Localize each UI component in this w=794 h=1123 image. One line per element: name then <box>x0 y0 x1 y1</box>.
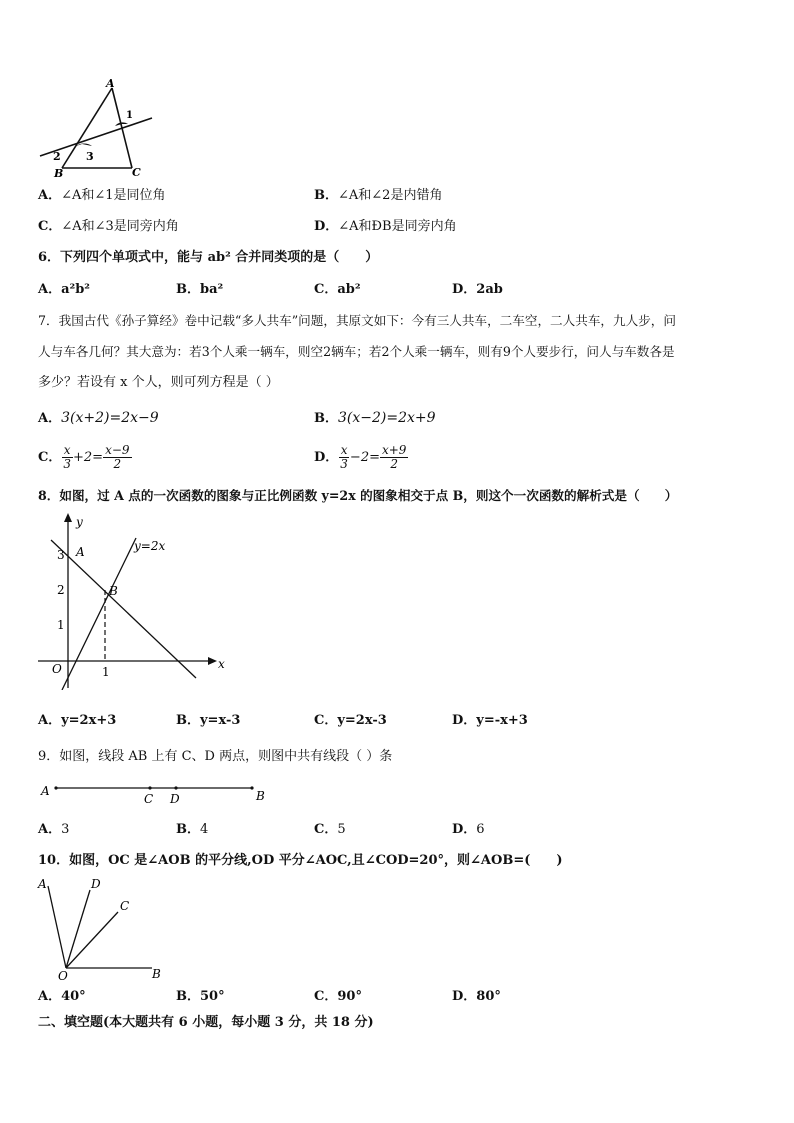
option-text: a²b² <box>61 282 90 297</box>
fraction <box>338 444 350 471</box>
option-text: ∠A和∠3是同旁内角 <box>61 219 179 234</box>
option-text: 5 <box>337 822 346 837</box>
q8-option-a[interactable] <box>38 713 116 729</box>
option-key: C． <box>314 822 338 837</box>
option-key: A． <box>38 188 62 203</box>
q8-option-d[interactable] <box>452 713 528 729</box>
option-key: D． <box>314 219 339 234</box>
numerator: x <box>340 443 348 457</box>
q5-triangle-figure <box>36 76 160 180</box>
q10-option-d[interactable] <box>452 989 501 1005</box>
q7-stem-line2: 人与车各几何？其大意为：若3个人乘一辆车，则空2辆车；若2个人乘一辆车，则有9个人要步行，问人与车数各是 <box>38 344 675 359</box>
option-text: y=2x-3 <box>337 713 387 728</box>
option-text: 3 <box>61 822 70 837</box>
option-text: 90° <box>337 989 362 1004</box>
equation-middle: +2= <box>73 449 104 465</box>
y-axis-label: y <box>76 515 83 529</box>
tick-x-1: 1 <box>102 665 110 679</box>
q5-label-a: A <box>106 77 115 90</box>
q10-option-a[interactable] <box>38 989 86 1005</box>
q8-stem: 8．如图，过 A 点的一次函数的图象与正比例函数 y=2x 的图象相交于点 B，则这个一次函数的解析式是（ ） <box>38 488 678 503</box>
q6-option-d[interactable] <box>452 282 503 298</box>
q5-option-d[interactable] <box>314 219 457 235</box>
fraction <box>380 444 408 471</box>
line-label-y2x: y=2x <box>134 539 166 553</box>
option-text: ba² <box>200 282 224 297</box>
fraction <box>103 444 131 471</box>
q9-option-b[interactable] <box>176 822 208 838</box>
point-b-label: B <box>256 789 265 803</box>
q9-option-d[interactable] <box>452 822 485 838</box>
x-axis-label: x <box>218 657 225 671</box>
q6-option-a[interactable] <box>38 282 90 298</box>
option-key: A． <box>38 411 62 426</box>
tick-y-1: 1 <box>57 618 65 632</box>
option-text: 3(x−2)=2x+9 <box>338 410 436 426</box>
option-key: D． <box>452 713 477 728</box>
equation-middle: −2= <box>349 449 380 465</box>
denominator: 3 <box>340 457 348 471</box>
q7-stem-line3: 多少？若设有 x 个人，则可列方程是（ ） <box>38 375 279 390</box>
option-key: B． <box>314 188 338 203</box>
option-text: y=-x+3 <box>476 713 528 728</box>
option-key: C． <box>38 219 62 234</box>
vertex-o-label: O <box>58 969 68 983</box>
q10-angle-figure <box>34 874 174 986</box>
fraction <box>61 444 73 471</box>
q5-label-c: C <box>132 166 141 179</box>
option-key: A． <box>38 282 62 297</box>
q9-segment-figure <box>36 778 272 806</box>
option-text: 50° <box>200 989 225 1004</box>
origin-label: O <box>52 662 62 676</box>
option-text: ∠A和∠2是内错角 <box>338 188 443 203</box>
numerator: x+9 <box>381 443 407 457</box>
option-text: 80° <box>476 989 501 1004</box>
point-a-label: A <box>41 784 50 798</box>
q5-option-a[interactable] <box>38 188 166 204</box>
option-key: B． <box>176 713 200 728</box>
option-key: D． <box>452 822 477 837</box>
option-text: ab² <box>337 282 361 297</box>
numerator: x <box>63 443 71 457</box>
section-title-fill-in: 二、填空题(本大题共有 6 小题，每小题 3 分，共 18 分) <box>38 1015 374 1030</box>
option-key: C． <box>314 282 338 297</box>
q8-coordinate-figure <box>36 510 236 690</box>
q10-option-c[interactable] <box>314 989 362 1005</box>
option-text: ∠A和ÐB是同旁内角 <box>338 219 457 234</box>
q7-stem-line1: 7．我国古代《孙子算经》卷中记载“多人共车”问题，其原文如下：今有三人共车，二车空，二人共车，九人步，问 <box>38 313 676 328</box>
q5-label-2: 2 <box>53 150 61 163</box>
point-d-label: D <box>170 792 180 806</box>
option-key: B． <box>176 989 200 1004</box>
q10-option-b[interactable] <box>176 989 225 1005</box>
option-text: 4 <box>200 822 209 837</box>
option-key: A． <box>38 989 62 1004</box>
q5-label-3: 3 <box>86 150 94 163</box>
point-b-label: B <box>109 584 118 598</box>
q5-label-1: 1 <box>126 110 133 121</box>
option-key: C． <box>314 989 338 1004</box>
option-text: 3(x+2)=2x−9 <box>61 410 159 426</box>
q9-option-c[interactable] <box>314 822 346 838</box>
ray-a-label: A <box>38 877 47 891</box>
option-key: A． <box>38 822 62 837</box>
q10-stem: 10．如图，OC 是∠AOB 的平分线,OD 平分∠AOC,且∠COD=20°，则∠AOB=( ) <box>38 853 563 868</box>
option-text: y=2x+3 <box>61 713 117 728</box>
point-c-label: C <box>144 792 154 806</box>
q5-label-b: B <box>54 167 64 180</box>
q7-option-b[interactable] <box>314 410 436 427</box>
q9-stem: 9．如图，线段 AB 上有 C、D 两点，则图中共有线段（ ）条 <box>38 749 393 764</box>
tick-y-2: 2 <box>57 583 65 597</box>
q5-option-b[interactable] <box>314 188 442 204</box>
option-text: 6 <box>476 822 485 837</box>
q6-option-b[interactable] <box>176 282 223 298</box>
q5-option-c[interactable] <box>38 219 179 235</box>
q7-option-d[interactable] <box>314 444 408 471</box>
ray-c-label: C <box>120 899 130 913</box>
q6-stem: 6．下列四个单项式中，能与 ab² 合并同类项的是（ ） <box>38 250 379 265</box>
q8-option-b[interactable] <box>176 713 240 729</box>
q6-option-c[interactable] <box>314 282 361 298</box>
option-key: D． <box>314 449 339 465</box>
option-key: D． <box>452 989 477 1004</box>
option-key: B． <box>314 411 338 426</box>
q7-option-c[interactable] <box>38 444 132 471</box>
denominator: 2 <box>113 457 122 471</box>
ray-b-label: B <box>152 967 161 981</box>
q9-option-a[interactable] <box>38 822 69 838</box>
option-text: 2ab <box>476 282 503 297</box>
denominator: 2 <box>390 457 399 471</box>
option-key: B． <box>176 822 200 837</box>
option-text: 40° <box>61 989 86 1004</box>
option-key: D． <box>452 282 477 297</box>
option-key: B． <box>176 282 200 297</box>
q7-option-a[interactable] <box>38 410 159 427</box>
option-key: C． <box>38 449 62 465</box>
option-text: ∠A和∠1是同位角 <box>61 188 166 203</box>
tick-y-3: 3 <box>57 548 65 562</box>
denominator: 3 <box>63 457 71 471</box>
option-text: y=x-3 <box>200 713 241 728</box>
ray-d-label: D <box>91 877 101 891</box>
option-key: C． <box>314 713 338 728</box>
option-key: A． <box>38 713 62 728</box>
point-a-label: A <box>76 545 85 559</box>
numerator: x−9 <box>105 443 130 457</box>
q8-option-c[interactable] <box>314 713 387 729</box>
